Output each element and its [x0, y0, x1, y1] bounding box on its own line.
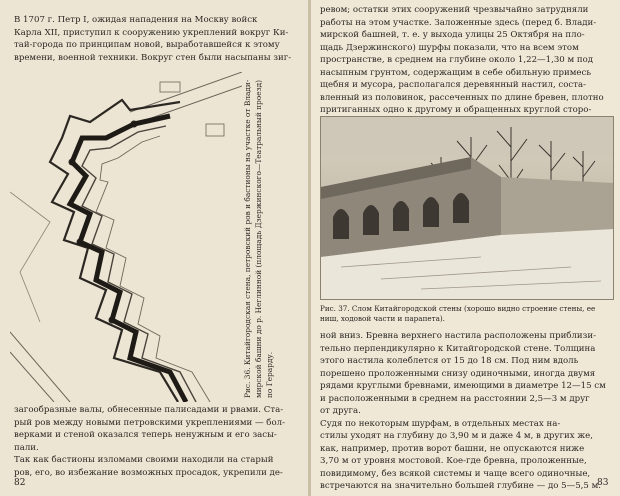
photo-figure-37 [320, 116, 614, 300]
text-line: тай-города по принципам новой, выработавшейся к этому [14, 40, 280, 50]
text-line: работы на этом участке. Заложенные здесь (перед б. Влади- [320, 17, 597, 28]
text-line: встречаются на значительно большей глубине — до 5—5,5 м. [320, 481, 602, 491]
right-bottom-text [320, 330, 616, 493]
caption-line: по Герарду. [265, 351, 274, 398]
left-bottom-text [14, 404, 302, 479]
text-line: щадь Дзержинского) шурфы показали, что на всем этом [320, 42, 579, 53]
text-line: щебня и мусора, располагался деревянный настил, соста- [320, 80, 587, 90]
text-line: тельно перпендикулярно к Китайгородской стене. Толщина [320, 343, 596, 354]
text-line: вленный из половинок, рассеченных по длине бревен, плотно [320, 92, 604, 103]
text-line: пространстве, в среднем на глубине около 1,22—1,30 м под [320, 55, 594, 65]
text-line: рый ров между новыми петровскими укреплениями — бол- [14, 417, 286, 428]
caption-line: мирской башни до р. Неглинной (площадь Дзержинского—Театральный проезд) [254, 79, 263, 398]
text-line: стилы уходят на глубину до 3,90 м и даже 4 м, в других же, [320, 431, 593, 441]
caption-line: Рис. 37. Слом Китайгородской стены (хорошо видно строение стены, ее [320, 304, 596, 313]
text-line: этого настила колеблется от 15 до 18 см. Под ним вдоль [320, 356, 579, 366]
text-line: верками и стеной оказался теперь ненужным и его засы- [14, 430, 277, 440]
text-line: Так как бастионы изломами своими находили на старый [14, 455, 274, 465]
text-line: притиганных одно к другому и обращенных круглой сторо- [320, 105, 592, 115]
text-line: ров, его, во избежание возможных просадок, укрепили де- [14, 467, 283, 478]
text-line: рядами круглыми бревнами, имеющими в диаметре 12—15 см [320, 381, 606, 391]
text-line: В 1707 г. Петр I, ожидая нападения на Москву войск [14, 15, 258, 25]
text-line: загообразные валы, обнесенные палисадами и рвами. Ста- [14, 405, 284, 415]
text-line: Карла XII, приступил к сооружению укреплений вокруг Ки- [14, 27, 289, 38]
right-page [311, 0, 620, 496]
right-top-text [320, 4, 616, 117]
caption-line: Рис. 36. Китайгородская стена, петровский ров и бастионы на участке от Влади- [243, 79, 252, 398]
text-line: как, например, против ворот башни, не опускаются ниже [320, 443, 585, 454]
text-line: насыпным грунтом, содержащим в себе обильную примесь [320, 67, 591, 78]
left-top-text [14, 14, 302, 64]
figure-37-caption [320, 304, 616, 324]
text-line: ной вниз. Бревна верхнего настила расположены приблизи- [320, 331, 596, 341]
figure-36-caption [242, 72, 304, 402]
text-line: Судя по некоторым шурфам, в отдельных местах на- [320, 418, 561, 429]
text-line: порешено проложенными снизу одиночными, иногда двумя [320, 368, 596, 379]
text-line: 3,70 м от уровня мостовой. Кое-где бревна, проложенные, [320, 456, 587, 466]
text-line: ревом; остатки этих сооружений чрезвычайно затрудняли [320, 5, 589, 15]
text-line: и расположенными в среднем на расстоянии 2,5—3 м друг [320, 393, 590, 404]
text-line: мирской башней, т. е. у выхода улицы 25 Октября на пло- [320, 30, 585, 40]
caption-line: ниш, ходовой части и парапета). [320, 314, 445, 323]
left-page [0, 0, 309, 496]
text-line: времени, военной техники. Вокруг стен были насыпаны зиг- [14, 52, 292, 63]
text-line: повидимому, без всякой системы и чаще всего одиночные, [320, 468, 591, 479]
text-line: пали. [14, 442, 39, 453]
text-line: от друга. [320, 406, 361, 416]
photo-illustration [321, 117, 613, 299]
left-page-number: 82 [14, 478, 26, 488]
map-figure [10, 72, 242, 402]
right-page-number: 83 [597, 478, 609, 488]
